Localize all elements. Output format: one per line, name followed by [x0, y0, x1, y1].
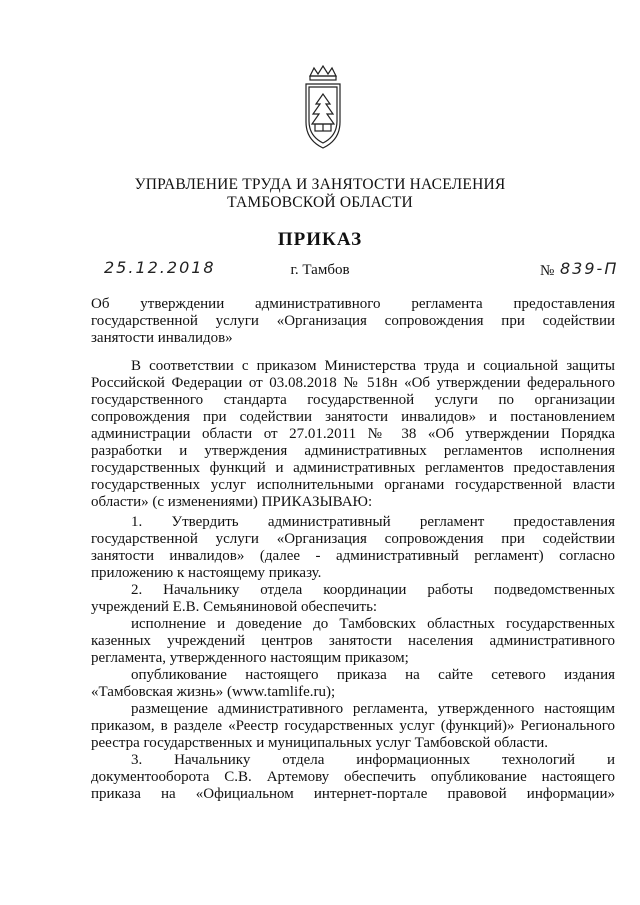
item3-line: документооборота С.В. Артемову обеспечить опубликование настоящего: [91, 769, 615, 785]
item1-line: 1. Утвердить административный регламент предоставления: [131, 514, 615, 530]
item2-line: опубликование настоящего приказа на сайте сетевого издания: [131, 667, 615, 683]
preamble-line: В соответствии с приказом Министерства труда и социальной защиты: [131, 358, 615, 374]
item2-line: приказом, в разделе «Реестр государственных услуг (функций)» Регионального: [91, 718, 615, 734]
item2-line: казенных учреждений центров занятости населения административного: [91, 633, 615, 649]
number-sign: №: [540, 263, 555, 279]
preamble-line: администрации области от 27.01.2011 № 38 «Об утверждении Порядка: [91, 426, 615, 442]
document-title: ПРИКАЗ: [277, 229, 363, 250]
item1-line: государственной услуги «Организация сопровождения при содействии: [91, 531, 615, 547]
preamble-line: области» (с изменениями) ПРИКАЗЫВАЮ:: [91, 494, 373, 510]
item2-line: исполнение и доведение до Тамбовских областных государственных: [131, 616, 615, 632]
preamble-line: разработки и утверждения административных регламентов исполнения: [91, 443, 615, 459]
subject-line: Об утверждении административного регламента предоставления: [91, 296, 615, 312]
tambov-coat-of-arms-icon: [298, 64, 348, 152]
preamble-line: сопровождения при содействии занятости инвалидов» и постановлением: [91, 409, 615, 425]
item3-line: 3. Начальнику отдела информационных технологий и: [131, 752, 615, 768]
item2-line: регламента, утвержденного настоящим приказом;: [91, 650, 409, 666]
item2-line: 2. Начальнику отдела координации работы подведомственных: [131, 582, 615, 598]
preamble-line: государственных услуг исполнительными органами государственной власти: [91, 477, 615, 493]
preamble-line: государственных функций и административных регламентов предоставления: [91, 460, 615, 476]
handwritten-number: 839-П: [560, 259, 619, 278]
item3-line: приказа на «Официальном интернет-портале правовой информации»: [91, 786, 615, 802]
item1-line: занятости инвалидов» (далее - административный регламент) согласно: [91, 548, 615, 564]
preamble-line: Российской Федерации от 03.08.2018 № 518н «Об утверждении федерального: [91, 375, 615, 391]
item2-line: «Тамбовская жизнь» (www.tamlife.ru);: [91, 684, 336, 700]
agency-name-line1: УПРАВЛЕНИЕ ТРУДА И ЗАНЯТОСТИ НАСЕЛЕНИЯ: [134, 176, 506, 193]
agency-name-line2: ТАМБОВСКОЙ ОБЛАСТИ: [227, 194, 413, 211]
handwritten-date: 25.12.2018: [104, 258, 216, 277]
item2-line: реестра государственных и муниципальных услуг Тамбовской области.: [91, 735, 549, 751]
city-label: г. Тамбов: [290, 262, 350, 278]
item2-line: размещение административного регламента, утвержденного настоящим: [131, 701, 615, 717]
preamble-line: государственного стандарта государственной услуги по организации: [91, 392, 615, 408]
subject-line: государственной услуги «Организация сопровождения при содействии: [91, 313, 615, 329]
item1-line: приложению к настоящему приказу.: [91, 565, 322, 581]
subject-line: занятости инвалидов»: [91, 330, 233, 346]
item2-line: учреждений Е.В. Семьяниновой обеспечить:: [91, 599, 378, 615]
